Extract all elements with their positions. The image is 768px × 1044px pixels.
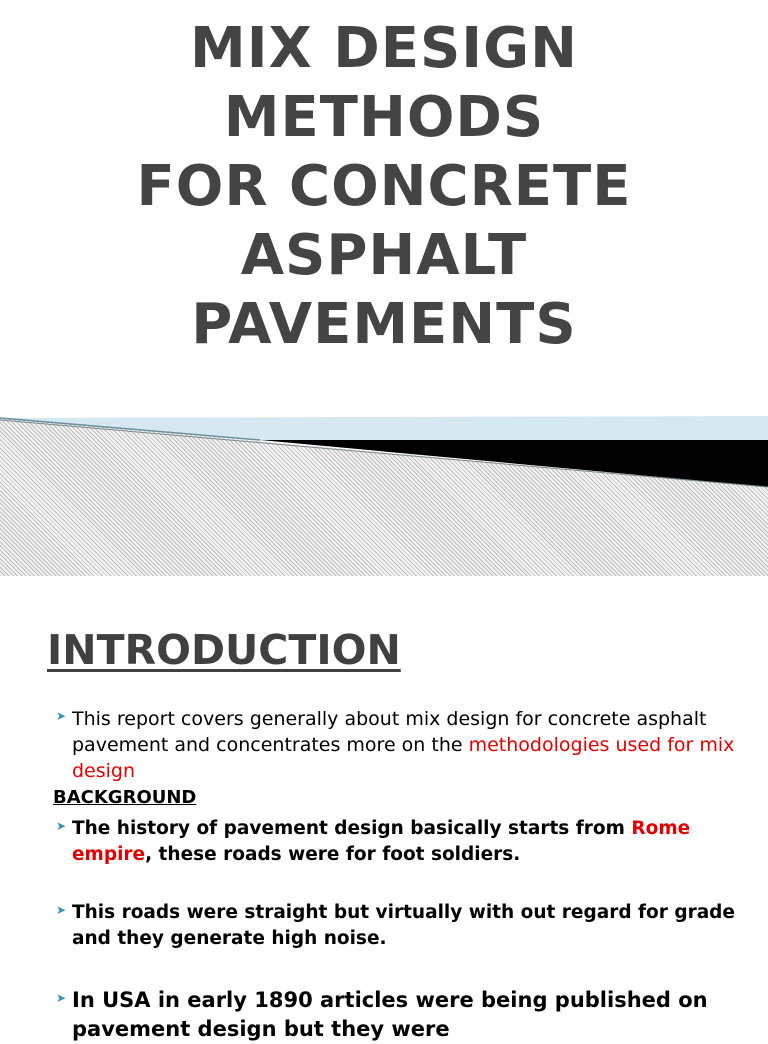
chevron-right-icon: ➤ bbox=[56, 819, 67, 833]
title-line-3: FOR CONCRETE bbox=[136, 154, 632, 219]
chevron-right-icon: ➤ bbox=[56, 709, 67, 723]
introduction-slide bbox=[0, 576, 768, 1041]
bullet-text: This report covers generally about mix design for concrete asphalt pavement and concentrates more on the bbox=[72, 708, 707, 756]
chevron-right-icon: ➤ bbox=[56, 903, 67, 917]
bullet-text: This roads were straight but virtually with out regard for grade and they generate high noise. bbox=[72, 902, 735, 949]
title-line-2: METHODS bbox=[223, 85, 545, 150]
introduction-heading: INTRODUCTION bbox=[47, 626, 401, 674]
chevron-right-icon: ➤ bbox=[56, 991, 67, 1005]
highlight-text: methodologies used for mix design bbox=[72, 734, 735, 782]
title-line-4: ASPHALT bbox=[240, 223, 528, 288]
slide-title bbox=[0, 14, 768, 359]
title-line-5: PAVEMENTS bbox=[191, 292, 577, 357]
bullet-text-after: , these roads were for foot soldiers. bbox=[145, 844, 521, 865]
bullet-text: In USA in early 1890 articles were being published on pavement design but they were bbox=[72, 988, 708, 1041]
background-label: BACKGROUND bbox=[53, 787, 197, 808]
title-line-1: MIX DESIGN bbox=[190, 16, 578, 81]
highlight-text: Rome empire bbox=[72, 818, 691, 865]
bullet-text: The history of pavement design basically starts from bbox=[72, 818, 632, 839]
